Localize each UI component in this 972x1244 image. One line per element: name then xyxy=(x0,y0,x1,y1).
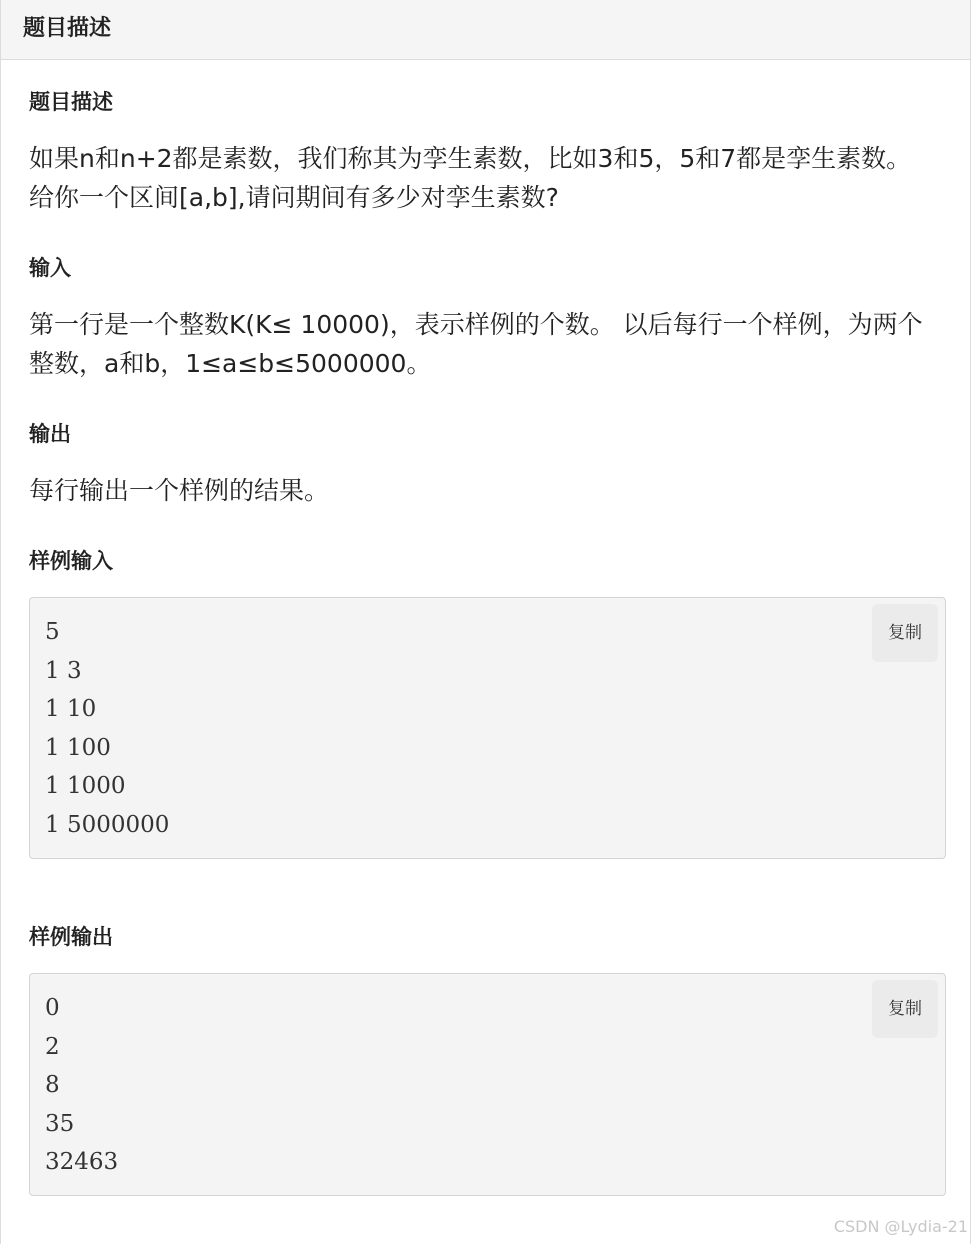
sample-output-heading: 样例输出 xyxy=(29,925,113,949)
csdn-watermark: CSDN @Lydia-21 xyxy=(833,1217,968,1236)
sample-input-heading: 样例输入 xyxy=(29,549,113,573)
sample-input-line: 1 5000000 xyxy=(45,811,170,838)
output-heading: 输出 xyxy=(29,422,71,446)
sample-input-box xyxy=(29,597,946,859)
sample-input-line: 1 3 xyxy=(45,657,82,684)
panel-title: 题目描述 xyxy=(23,16,112,41)
copy-sample-output-button[interactable]: 复制 xyxy=(872,980,938,1038)
input-heading: 输入 xyxy=(29,256,71,280)
sample-output-line: 8 xyxy=(45,1072,60,1099)
input-text: 第一行是一个整数K(K≤ 10000)，表示样例的个数。 以后每行一个样例，为两个整数，a和b，1≤a≤b≤5000000。 xyxy=(29,310,923,378)
panel-header xyxy=(1,0,970,60)
sample-output-line: 32463 xyxy=(45,1149,119,1176)
sample-input-line: 1 10 xyxy=(45,696,97,723)
description-heading: 题目描述 xyxy=(29,90,113,114)
sample-output-line: 0 xyxy=(45,995,60,1021)
sample-output-line: 2 xyxy=(45,1033,60,1060)
description-text: 如果n和n+2都是素数，我们称其为孪生素数，比如3和5，5和7都是孪生素数。 给你一个区间[a,b],请问期间有多少对孪生素数? xyxy=(29,144,912,212)
sample-output-box xyxy=(29,973,946,1196)
output-text: 每行输出一个样例的结果。 xyxy=(29,476,330,505)
copy-sample-input-button[interactable]: 复制 xyxy=(872,604,938,662)
sample-input-line: 5 xyxy=(45,619,60,645)
sample-output-lines xyxy=(45,989,118,1182)
sample-input-line: 1 100 xyxy=(45,734,111,761)
sample-input-lines xyxy=(45,613,169,845)
sample-output-line: 35 xyxy=(45,1110,75,1137)
sample-input-line: 1 1000 xyxy=(45,773,126,800)
